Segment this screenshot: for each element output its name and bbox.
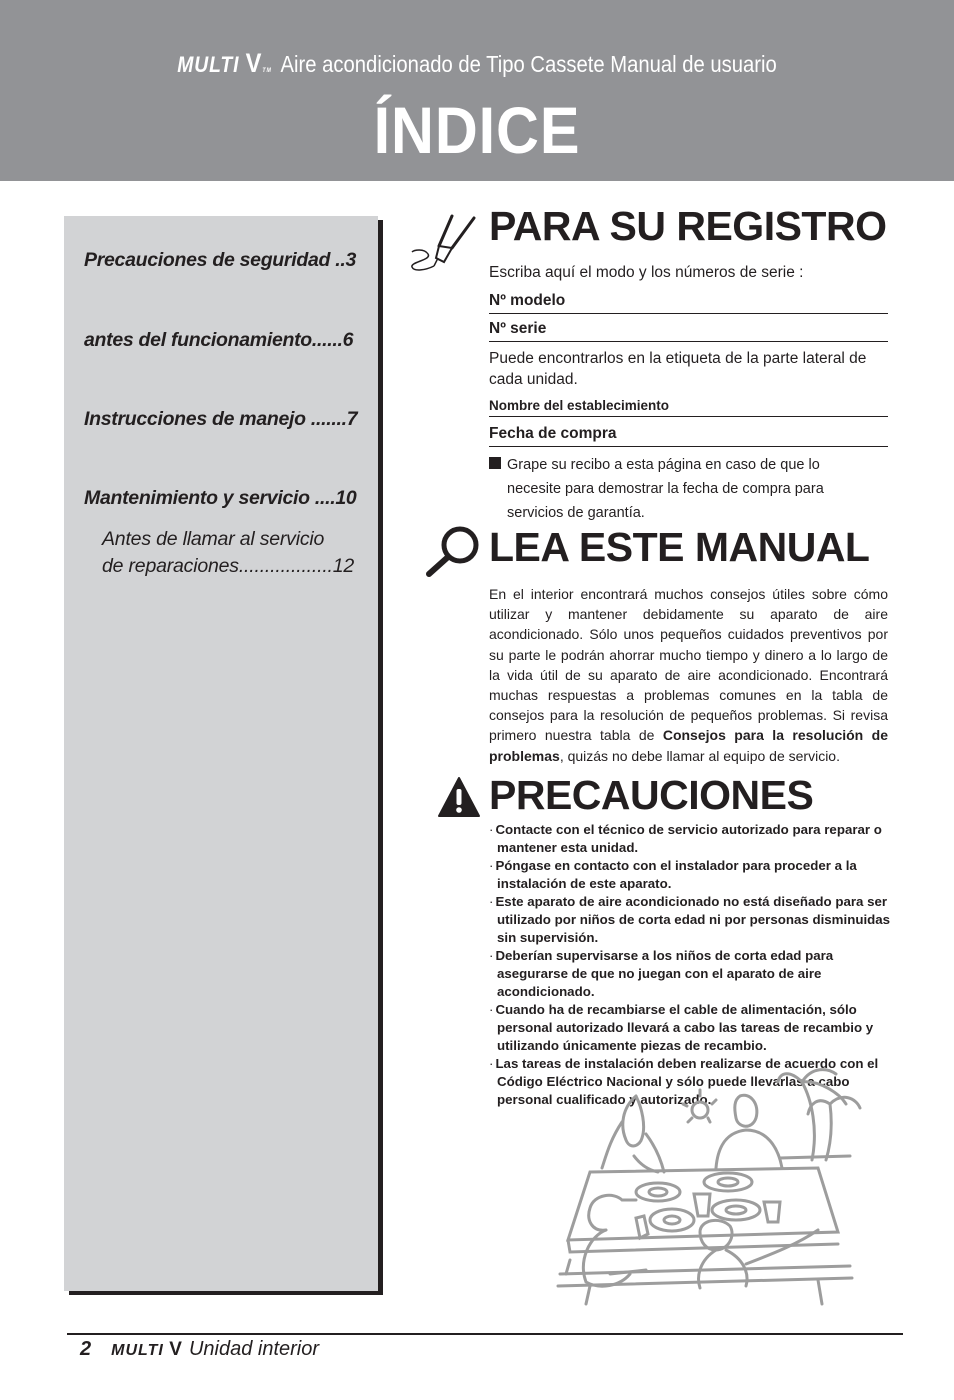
page-header <box>0 0 954 181</box>
page-footer <box>80 1338 319 1361</box>
staple-note-text: Grape su recibo a esta página en caso de que lo necesite para demostrar la fecha de compra para servicios de garantía. <box>507 457 824 521</box>
logo-tm: TM <box>262 68 272 74</box>
precaution-item: · Cuando ha de recambiarse el cable de alimentación, sólo personal autorizado llevará a cabo las tareas de recambio y utilizando únicamente piezas de recambio. <box>489 1002 874 1053</box>
precaution-item: · Póngase en contacto con el instalador para proceder a la instalación de este aparato. <box>489 858 857 891</box>
precaution-item: · Este aparato de aire acondicionado no está diseñado para ser utilizado por niños de corta edad ni por personas disminuidas sin supervisión. <box>489 894 891 945</box>
model-number-field[interactable] <box>489 292 888 314</box>
model-number-label: Nº modelo <box>489 292 566 309</box>
page-title: ÍNDICE <box>373 93 581 167</box>
logo-v: V <box>169 1339 183 1360</box>
manual-text-start: En el interior encontrará muchos consejos útiles sobre cómo utilizar y mantener debidamente su aparato de aire acondicionado. Sólo unos pequeños cuidados preventivos por su parte le podrán ahorrar mucho tiempo y dinero a lo largo de la vida útil de su aparato de aire acondicionado. Encontrará muchas respuestas a problemas comunes en la tabla de consejos para la resolución de pequeños problemas. Si revisa primero nuestra tabla de <box>489 586 888 744</box>
family-picnic-illustration <box>550 1060 870 1310</box>
precaution-text: Las tareas de instalación deben realizarse de acuerdo con el Código Eléctrico Nacional y sólo puede llevarlas a cabo personal cualificado y autorizado. <box>495 1056 879 1107</box>
warning-triangle-icon <box>437 776 481 818</box>
logo-v: V <box>245 48 263 78</box>
section-title-precauciones: PRECAUCIONES <box>489 772 814 818</box>
store-name-field[interactable] <box>489 398 888 417</box>
header-subtitle: Aire acondicionado de Tipo Cassete Manual de usuario <box>280 51 777 77</box>
precaution-text: Este aparato de aire acondicionado no está diseñado para ser utilizado por niños de corta edad ni por personas disminuidas sin supervisión. <box>495 894 891 945</box>
store-name-label: Nombre del establecimiento <box>489 398 670 413</box>
precaution-text: Póngase en contacto con el instalador para proceder a la instalación de este aparato. <box>495 858 857 891</box>
logo-text: MULTI <box>111 1342 164 1359</box>
toc-item-mantenimiento-servicio[interactable]: Mantenimiento y servicio ....10 <box>84 487 357 509</box>
precaution-text: Contacte con el técnico de servicio autorizado para reparar o mantener esta unidad. <box>495 822 882 855</box>
registro-intro: Escriba aquí el modo y los números de serie : <box>489 264 804 281</box>
toc-subitem-antes-llamar[interactable] <box>102 526 360 580</box>
precaution-item: · Deberían supervisarse a los niños de corta edad para asegurarse de que no juegan con el aparato de aire acondicionado. <box>489 948 834 999</box>
header-subtitle-line <box>57 48 897 79</box>
purchase-date-label: Fecha de compra <box>489 425 617 442</box>
troubleshooting-reference: Consejos para la resolución de problemas <box>489 727 888 764</box>
precaution-text: Deberían supervisarse a los niños de corta edad para asegurarse de que no juegan con el aparato de aire acondicionado. <box>495 948 834 999</box>
registro-note: Puede encontrarlos en la etiqueta de la parte lateral de cada unidad. <box>489 350 867 388</box>
precaution-item: · Las tareas de instalación deben realizarse de acuerdo con el Código Eléctrico Nacional y sólo puede llevarlas a cabo personal cualificado y autorizado. <box>489 1056 879 1107</box>
serial-number-field[interactable] <box>489 320 888 342</box>
toc-subitem-line1: Antes de llamar al servicio <box>102 528 325 550</box>
page-number: 2 <box>80 1338 92 1360</box>
pen-signature-icon <box>408 212 478 274</box>
precaution-item: · Contacte con el técnico de servicio autorizado para reparar o mantener esta unidad. <box>489 822 882 855</box>
table-of-contents <box>64 216 378 1291</box>
logo-text: MULTI <box>177 52 240 77</box>
multi-v-logo <box>177 48 272 78</box>
magnifier-icon <box>424 524 482 578</box>
serial-number-label: Nº serie <box>489 320 547 337</box>
toc-subitem-line2: de reparaciones..................12 <box>102 555 355 577</box>
toc-item-antes-funcionamiento[interactable]: antes del funcionamiento......6 <box>84 329 354 351</box>
precaution-text: Cuando ha de recambiarse el cable de alimentación, sólo personal autorizado llevará a cabo las tareas de recambio y utilizando únicamente piezas de recambio. <box>495 1002 874 1053</box>
manual-text-end: , quizás no debe llamar al equipo de servicio. <box>559 747 840 764</box>
section-title-registro: PARA SU REGISTRO <box>489 203 887 249</box>
footer-label: Unidad interior <box>188 1338 320 1360</box>
square-bullet-icon <box>489 457 501 469</box>
toc-item-instrucciones-manejo[interactable]: Instrucciones de manejo .......7 <box>84 408 358 430</box>
toc-item-precauciones-seguridad[interactable]: Precauciones de seguridad ..3 <box>84 249 356 271</box>
footer-rule <box>67 1333 903 1335</box>
purchase-date-field[interactable] <box>489 425 888 447</box>
section-title-manual: LEA ESTE MANUAL <box>489 524 870 570</box>
staple-note <box>489 453 867 525</box>
multi-v-logo-footer <box>111 1339 183 1360</box>
manual-body <box>489 584 888 766</box>
